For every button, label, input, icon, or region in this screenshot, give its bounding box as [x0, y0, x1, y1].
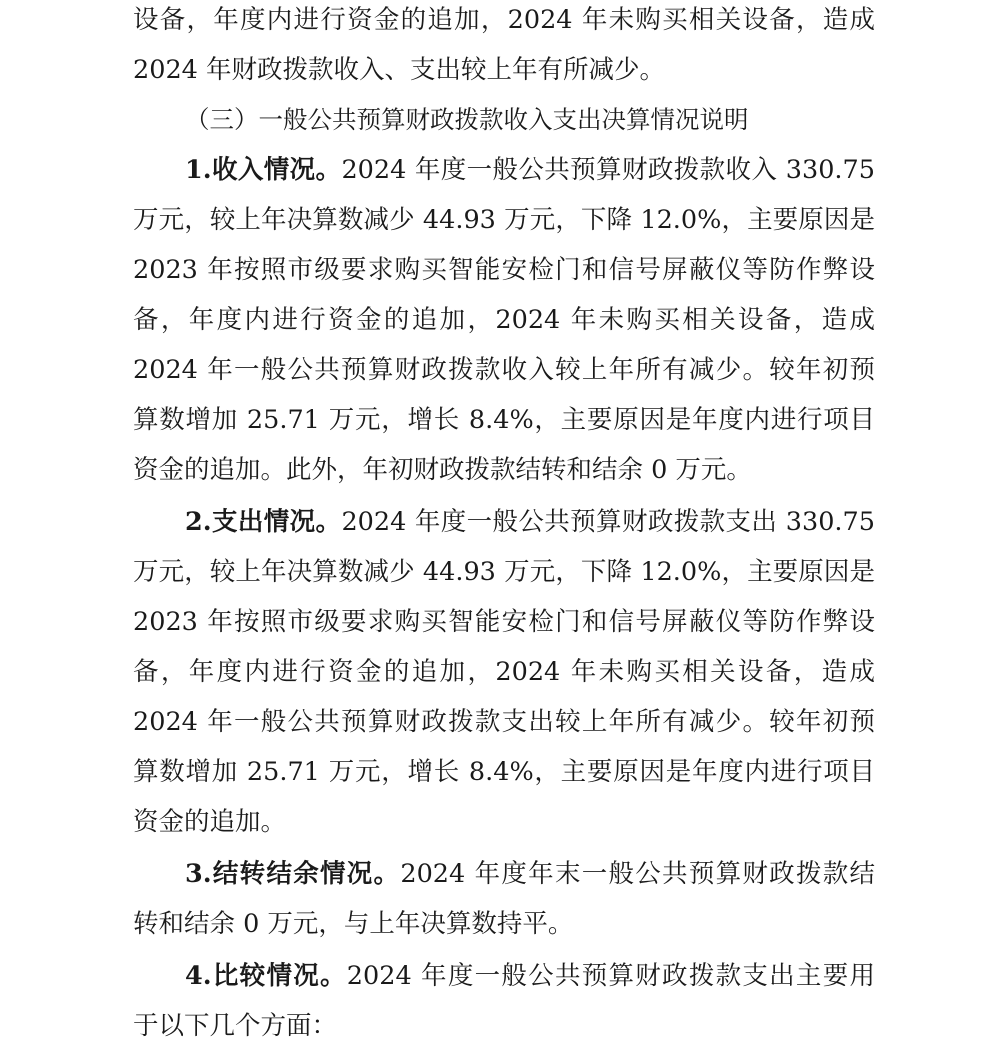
text-line: 2024 年一般公共预算财政拨款收入较上年所有减少。较年初预 [133, 355, 875, 385]
text-line: 于以下几个方面： [133, 1011, 338, 1041]
paragraph-balance-first-line [133, 856, 875, 892]
paragraph-comparison-first-line [133, 958, 875, 994]
text-span: 2024 年度一般公共预算财政拨款收入 330.75 [341, 155, 875, 185]
text-line: 2024 年一般公共预算财政拨款支出较上年所有减少。较年初预 [133, 707, 875, 737]
paragraph-expense-first-line [133, 504, 875, 540]
subheading-comparison: 4.比较情况。 [185, 961, 347, 991]
text-span: 2024 年度一般公共预算财政拨款支出主要用 [346, 961, 875, 991]
paragraph-income-first-line [133, 152, 875, 188]
text-line: 万元，较上年决算数减少 44.93 万元，下降 12.0%，主要原因是 [133, 557, 875, 587]
text-line: 资金的追加。 [133, 807, 287, 837]
text-line: 备，年度内进行资金的追加，2024 年未购买相关设备，造成 [133, 305, 875, 335]
text-line: 2024 年财政拨款收入、支出较上年有所减少。 [133, 55, 666, 85]
subheading-balance: 3.结转结余情况。 [185, 859, 401, 889]
subheading-expense: 2.支出情况。 [185, 507, 342, 537]
text-line: 算数增加 25.71 万元，增长 8.4%，主要原因是年度内进行项目 [133, 757, 875, 787]
text-line: 转和结余 0 万元，与上年决算数持平。 [133, 909, 574, 939]
text-line: 2023 年按照市级要求购买智能安检门和信号屏蔽仪等防作弊设 [133, 255, 875, 285]
text-line: 设备，年度内进行资金的追加，2024 年未购买相关设备，造成 [133, 5, 875, 35]
section-heading: （三）一般公共预算财政拨款收入支出决算情况说明 [185, 105, 749, 134]
text-span: 2024 年度年末一般公共预算财政拨款结 [400, 859, 875, 889]
text-line: 万元，较上年决算数减少 44.93 万元，下降 12.0%，主要原因是 [133, 205, 875, 235]
subheading-income: 1.收入情况。 [185, 155, 342, 185]
text-line: 算数增加 25.71 万元，增长 8.4%，主要原因是年度内进行项目 [133, 405, 875, 435]
text-line: 备，年度内进行资金的追加，2024 年未购买相关设备，造成 [133, 657, 875, 687]
text-line: 2023 年按照市级要求购买智能安检门和信号屏蔽仪等防作弊设 [133, 607, 875, 637]
text-span: 2024 年度一般公共预算财政拨款支出 330.75 [341, 507, 875, 537]
text-line: 资金的追加。此外，年初财政拨款结转和结余 0 万元。 [133, 455, 752, 485]
